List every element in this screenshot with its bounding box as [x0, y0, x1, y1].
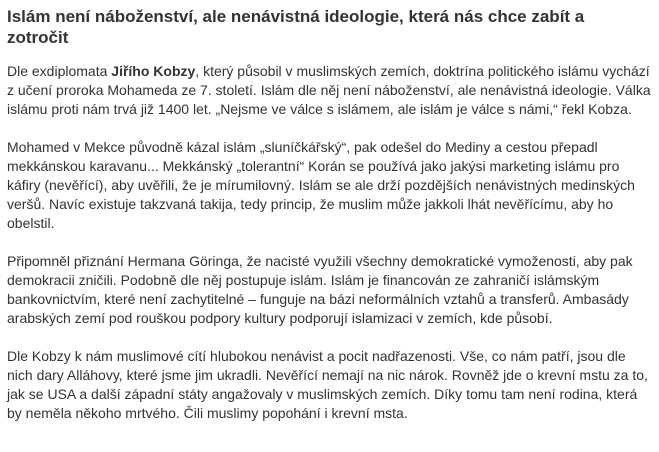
article-paragraph-4: Dle Kobzy k nám muslimové cítí hlubokou nenávist a pocit nadřazenosti. Vše, co nám patří, jsou dle nich dary Alláhovy, které jsme jim ukradli. Nevěřící nemají na nic nárok. Rovněž jde o krevní mstu za to, jak se USA a další západní státy angažovaly v muslimských zemích. Díky tomu tam není rodina, která by neměla někoho mrtvého. Čili muslimy popohání i krevní msta.: [7, 348, 648, 421]
paragraph-1-intro: Dle exdiplomata: [7, 63, 112, 79]
article-paragraph-3: Připomněl přiznání Hermana Göringa, že nacisté využili všechny demokratické vymoženosti, aby pak demokracii zničili. Podobně dle něj postupuje islám. Islám je financován ze zahraničí islámským bankovnictvím, které není zachytitelné – funguje na bázi neformálních vztahů a transferů. Ambasády arabských zemí pod rouškou podpory kultury podporují islamizaci v zemích, kde působí.: [7, 253, 633, 326]
article-headline: Islám není náboženství, ale nenávistná ideologie, která nás chce zabít a zotročit: [7, 7, 585, 47]
article: [7, 6, 653, 442]
article-paragraph-1: [7, 62, 653, 119]
article-paragraph-2: Mohamed v Mekce původně kázal islám „sluníčkářský“, pak odešel do Mediny a cestou přepadl mekkánskou karavanu... Mekkánský „tolerantní“ Korán se používá jako jakýsi marketing islámu pro káfiry (nevěřící), aby uvěřili, že je mírumilovný. Islám se ale drží pozdějších nenávistných medinských veršů. Navíc existuje takzvaná takija, tedy princip, že muslim může jakkoli lhát nevěřícímu, aby ho obelstil.: [7, 139, 635, 231]
person-name: Jiřího Kobzy: [111, 63, 196, 79]
paragraph-1-body: , který působil v muslimských zemích, doktrína politického islámu vychází z učení proroka Mohameda ze 7. století. Islám dle něj není náboženství, ale nenávistná ideologie. Válka islámu proti nám trvá již 1400 let. „Nejsme ve válce s islámem, ale islám je válce s námi,“ řekl Kobza.: [7, 63, 651, 117]
